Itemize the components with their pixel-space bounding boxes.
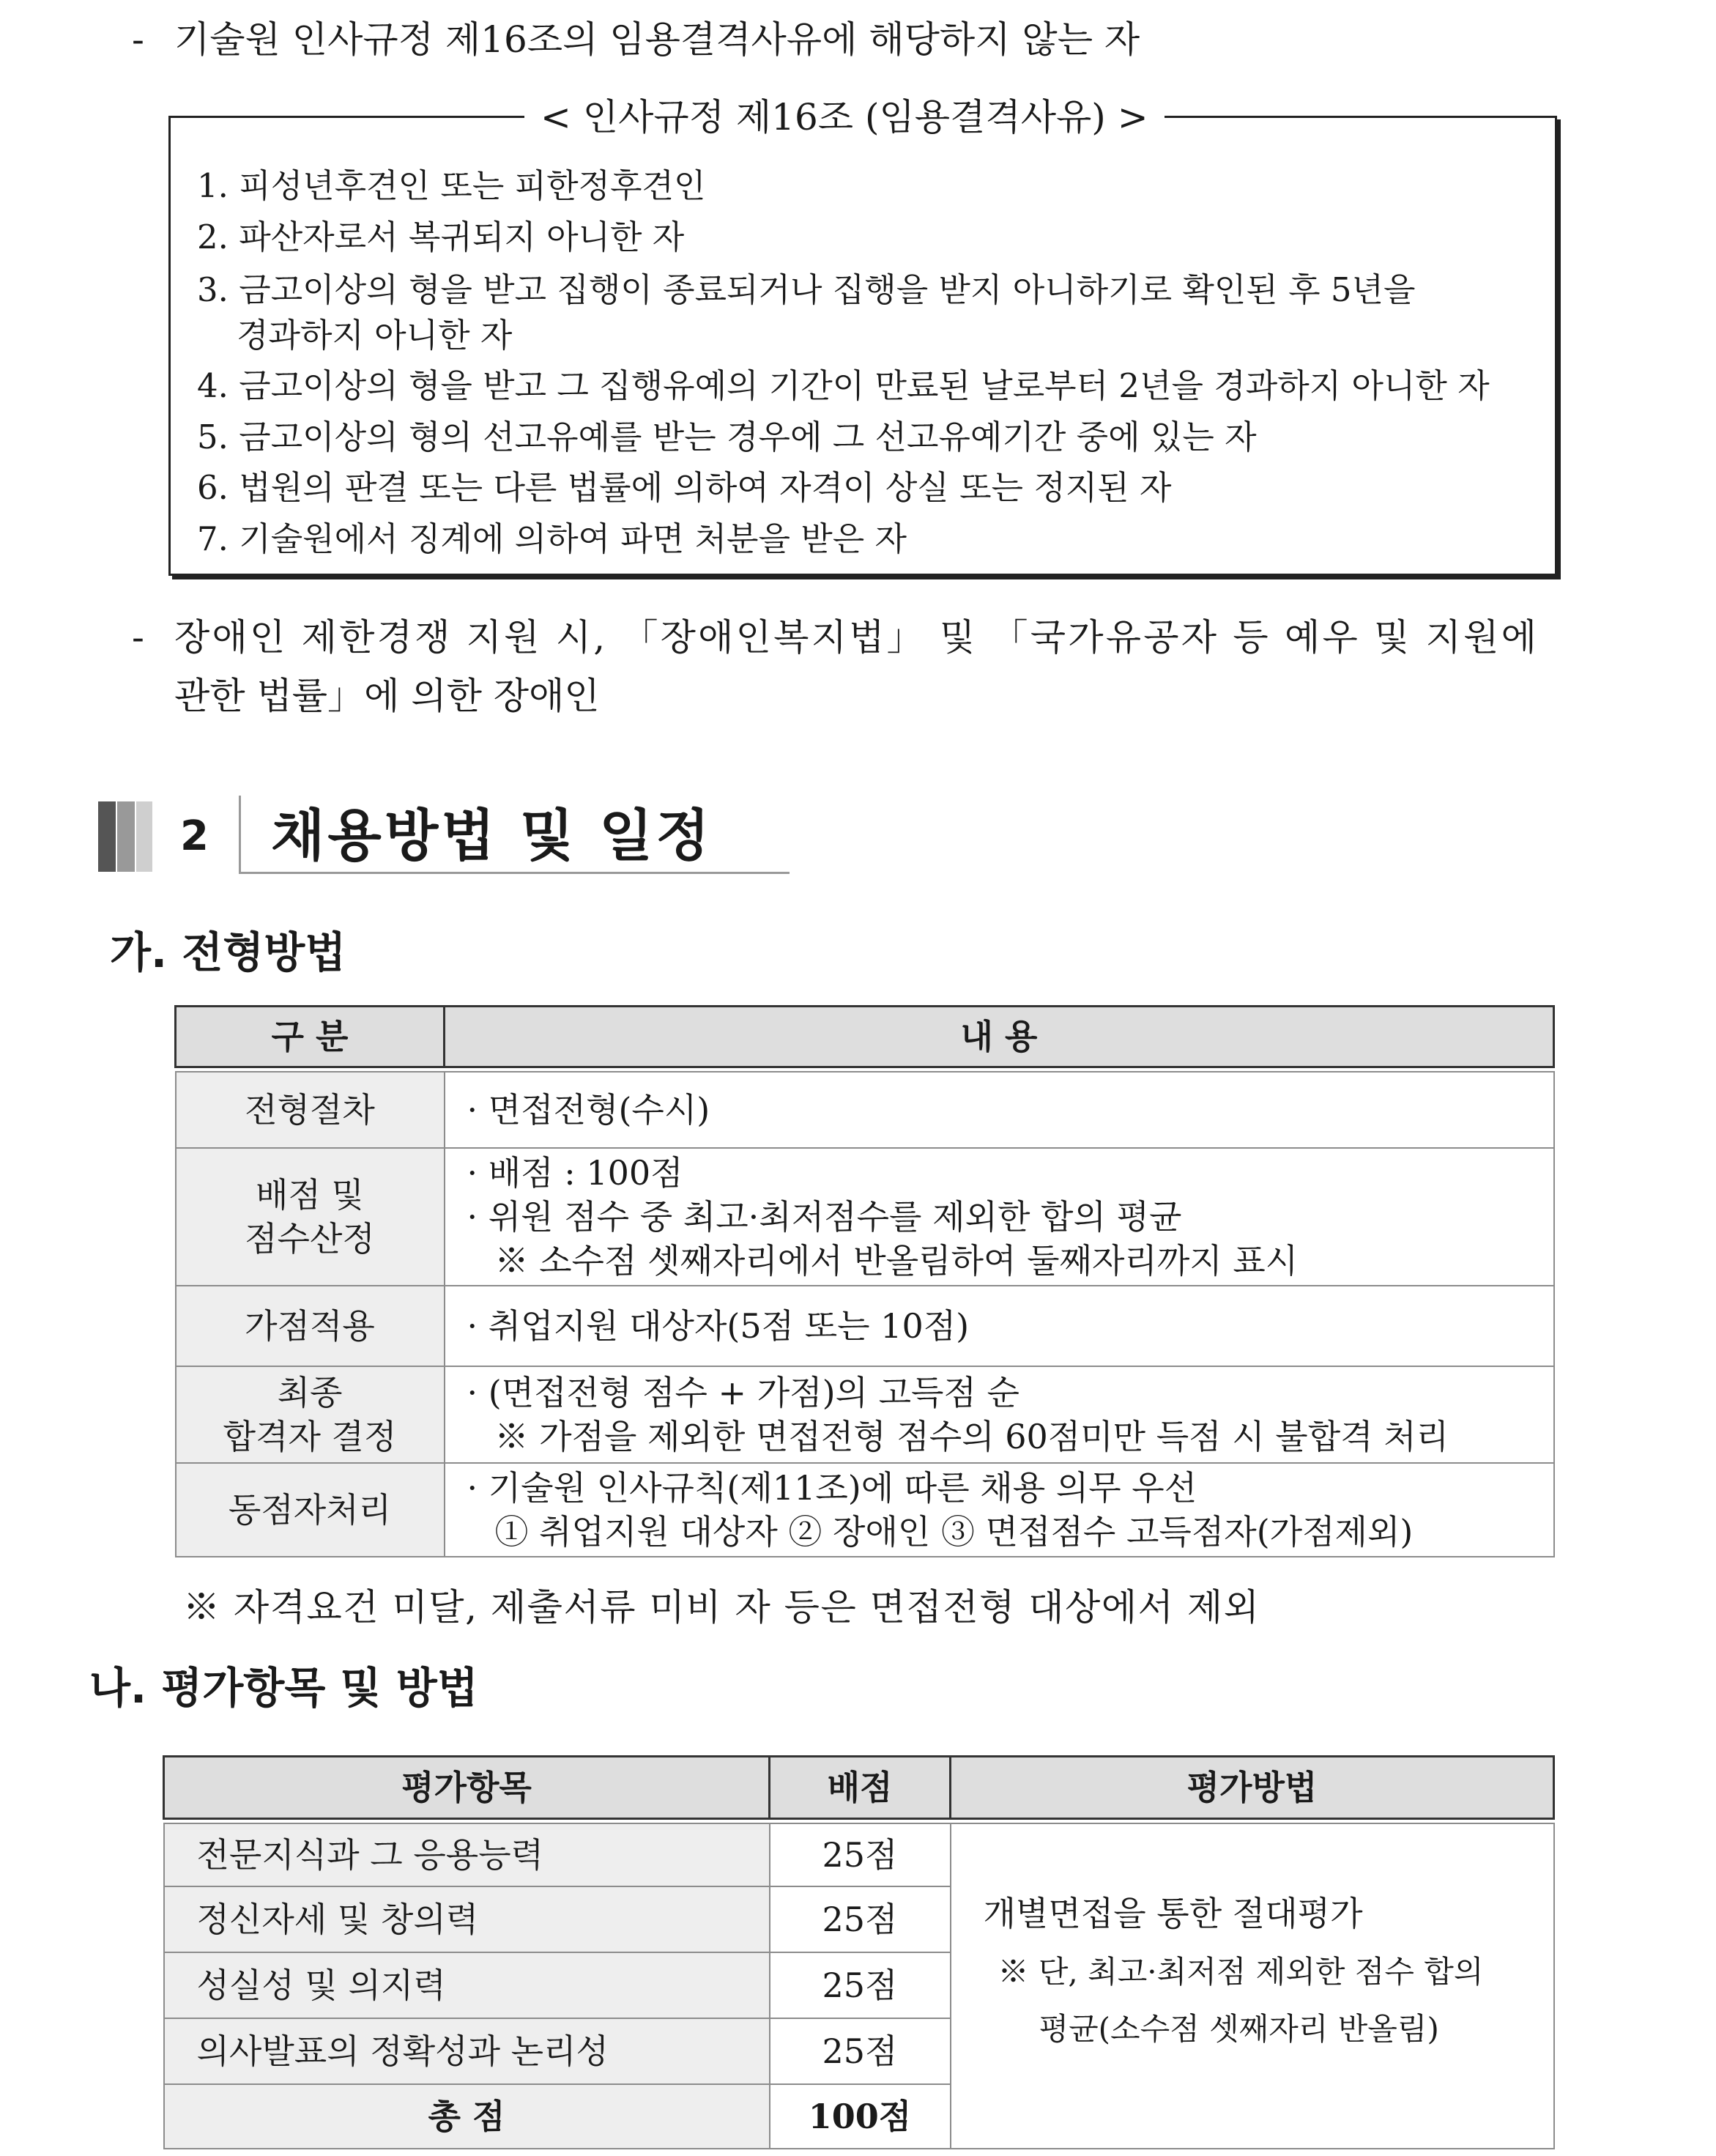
box-item-3: 3. 금고이상의 형을 받고 집행이 종료되거나 집행을 받지 아니하기로 확인된 후 5년을 xyxy=(197,270,1416,309)
table-header: 내 용 xyxy=(445,1007,1554,1067)
disability-line-1: 장애인 제한경쟁 지원 시, 「장애인복지법」 및 「국가유공자 등 예우 및 지원에 xyxy=(174,616,1539,659)
row-content xyxy=(445,1366,1554,1463)
table-header: 배점 xyxy=(770,1757,951,1819)
row-label xyxy=(176,1366,445,1463)
box-item-6: 6. 법원의 판결 또는 다른 법률에 의하여 자격이 상실 또는 정지된 자 xyxy=(197,468,1172,507)
box-title: < 인사규정 제16조 (임용결격사유) > xyxy=(524,94,1165,141)
disqualification-box xyxy=(168,116,1557,576)
content-line: · 기술원 인사규칙(제11조)에 따른 채용 의무 우선 xyxy=(467,1468,1197,1508)
table-header: 평가항목 xyxy=(164,1757,770,1819)
row-label: 동점자처리 xyxy=(176,1463,445,1557)
eval-score: 25점 xyxy=(770,1886,951,1952)
eval-item: 성실성 및 의지력 xyxy=(164,1952,770,2018)
section-divider xyxy=(239,796,241,873)
table-row xyxy=(176,1286,1554,1366)
eval-item: 정신자세 및 창의력 xyxy=(164,1886,770,1952)
table-row xyxy=(176,1148,1554,1286)
content-note: ※ 소수점 셋째자리에서 반올림하여 둘째자리까지 표시 xyxy=(494,1241,1299,1281)
row-label: 전형절차 xyxy=(176,1072,445,1148)
box-item-7: 7. 기술원에서 징계에 의하여 파면 처분을 받은 자 xyxy=(197,519,907,558)
bullet-dash: - xyxy=(132,616,144,659)
total-label: 총 점 xyxy=(164,2084,770,2149)
disability-line-2: 관한 법률」에 의한 장애인 xyxy=(174,675,600,717)
content-line: · (면접전형 점수 + 가점)의 고득점 순 xyxy=(467,1373,1019,1412)
content-line: · 배점 : 100점 xyxy=(467,1153,683,1193)
section-underline xyxy=(239,872,790,874)
table-header: 구 분 xyxy=(176,1007,445,1067)
eval-item: 전문지식과 그 응용능력 xyxy=(164,1823,770,1886)
selection-method-table xyxy=(174,1005,1555,1557)
row-content xyxy=(445,1148,1554,1286)
box-item-4: 4. 금고이상의 형을 받고 그 집행유예의 기간이 만료된 날로부터 2년을 경과하지 아니한 자 xyxy=(197,366,1490,405)
row-content: · 면접전형(수시) xyxy=(445,1072,1554,1148)
table-row xyxy=(176,1072,1554,1148)
row-label-line: 합격자 결정 xyxy=(223,1417,397,1456)
method-main: 개별면접을 통한 절대평가 xyxy=(983,1894,1363,1933)
row-label xyxy=(176,1148,445,1286)
box-item-5: 5. 금고이상의 형의 선고유예를 받는 경우에 그 선고유예기간 중에 있는 자 xyxy=(197,418,1257,456)
row-label-line: 점수산정 xyxy=(245,1219,375,1259)
box-item-1: 1. 피성년후견인 또는 피한정후견인 xyxy=(197,166,706,205)
eval-score: 25점 xyxy=(770,2018,951,2084)
exclusion-note: ※ 자격요건 미달, 제출서류 미비 자 등은 면접전형 대상에서 제외 xyxy=(183,1586,1260,1629)
table-row xyxy=(176,1366,1554,1463)
section-title: 채용방법 및 일정 xyxy=(271,803,713,868)
table-row xyxy=(176,1463,1554,1557)
section-marker-bar xyxy=(136,801,152,872)
content-note: ① 취업지원 대상자 ② 장애인 ③ 면접점수 고득점자(가점제외) xyxy=(494,1512,1414,1552)
section-number: 2 xyxy=(180,812,209,860)
eligibility-line: 기술원 인사규정 제16조의 임용결격사유에 해당하지 않는 자 xyxy=(174,18,1140,61)
section-marker-bar xyxy=(117,801,135,872)
eval-item: 의사발표의 정확성과 논리성 xyxy=(164,2018,770,2084)
eval-method xyxy=(951,1823,1554,2149)
evaluation-table xyxy=(163,1755,1555,2149)
row-label: 가점적용 xyxy=(176,1286,445,1366)
eval-score: 25점 xyxy=(770,1952,951,2018)
row-content: · 취업지원 대상자(5점 또는 10점) xyxy=(445,1286,1554,1366)
subheading-evaluation: 나. 평가항목 및 방법 xyxy=(89,1663,478,1713)
table-header: 평가방법 xyxy=(951,1757,1554,1819)
bullet-dash: - xyxy=(132,18,144,61)
box-item-2: 2. 파산자로서 복귀되지 아니한 자 xyxy=(197,218,685,256)
eval-score: 25점 xyxy=(770,1823,951,1886)
table-row xyxy=(164,1823,1554,1886)
content-note: ※ 가점을 제외한 면접전형 점수의 60점미만 득점 시 불합격 처리 xyxy=(494,1417,1449,1456)
total-score: 100점 xyxy=(770,2084,951,2149)
section-marker-bar xyxy=(98,801,116,872)
method-note: 평균(소수점 셋째자리 반올림) xyxy=(1039,2011,1439,2047)
box-item-3-cont: 경과하지 아니한 자 xyxy=(237,316,513,355)
row-label-line: 최종 xyxy=(277,1373,343,1412)
row-label-line: 배점 및 xyxy=(256,1175,364,1215)
subheading-selection-method: 가. 전형방법 xyxy=(110,927,346,977)
method-note: ※ 단, 최고·최저점 제외한 점수 합의 xyxy=(998,1954,1484,1990)
content-line: · 위원 점수 중 최고·최저점수를 제외한 합의 평균 xyxy=(467,1197,1182,1237)
row-content xyxy=(445,1463,1554,1557)
